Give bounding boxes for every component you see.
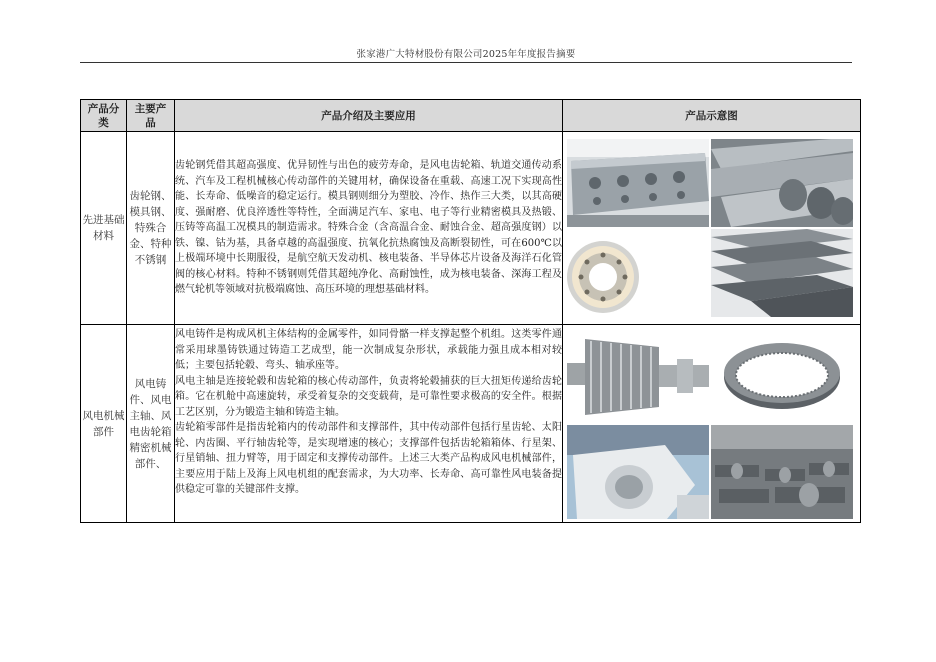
gear-shaft-image	[567, 329, 709, 423]
row-main-products: 齿轮钢、模具钢、特殊合金、特种不锈钢	[127, 132, 175, 325]
description-paragraph: 风电铸件是构成风机主体结构的金属零件，如同骨骼一样支撑起整个机组。这类零件通常采用球墨铸铁通过铸造工艺成型，能一次制成复杂形状，承载能力强且成本相对较低；主要包括轮毂、弯头、轴承座等。	[175, 329, 562, 371]
description-paragraph: 齿轮钢凭借其超高强度、优异韧性与出色的疲劳寿命，是风电齿轮箱、轨道交通传动系统、汽车及工程机械核心传动部件的关键用材，确保设备在重载、高速工况下实现高性能、长寿命、低噪音的稳定运行。模具钢则细分为塑胶、冷作、热作三大类，以其高硬度、强耐磨、优良淬透性等特性，全面满足汽车、家电、电子等行业精密模具及热锻、压铸等高温工况模具的制造需求。特殊合金（含高温合金、耐蚀合金、超高强度钢）以铁、镍、钴为基，具备卓越的高温强度、抗氧化抗热腐蚀及高断裂韧性，可在600℃以上极端环境中长期服役，是航空航天发动机、核电装备、半导体芯片设备及海洋石化管阀的核心材料。特种不锈钢则凭借其超纯净化、高耐蚀性，成为核电装备、深海工程及燃气轮机等领域对抗极端腐蚀、高压环境的理想基础材料。	[175, 160, 562, 296]
machined-block-image	[567, 139, 709, 227]
table-row	[81, 132, 861, 325]
header-divider	[80, 62, 852, 63]
column-header-main-products: 主要产品	[127, 100, 175, 132]
wind-casting-image	[567, 425, 709, 519]
row-category: 风电机械部件	[81, 325, 127, 523]
column-header-category: 产品分类	[81, 100, 127, 132]
column-header-description: 产品介绍及主要应用	[175, 100, 563, 132]
column-header-images: 产品示意图	[563, 100, 861, 132]
row-description	[175, 132, 563, 325]
description-paragraph: 风电主轴是连接轮毂和齿轮箱的核心传动部件，负责将轮毂捕获的巨大扭矩传递给齿轮箱。它在机舱中高速旋转，承受着复杂的交变载荷，是可靠性要求极高的安全件。根据工艺区别，分为锻造主轴和铸造主轴。	[175, 375, 562, 418]
product-table	[80, 99, 861, 523]
row-images	[563, 325, 861, 523]
steel-plate-image	[711, 229, 853, 317]
table-row	[81, 325, 861, 523]
steel-bar-image	[711, 139, 853, 227]
page-header-title: 张家港广大特材股份有限公司2025年年度报告摘要	[356, 49, 576, 60]
row-description	[175, 325, 563, 523]
description-paragraph: 齿轮箱零部件是指齿轮箱内的传动部件和支撑部件，其中传动部件包括行星齿轮、太阳轮、内齿圈、平行轴齿轮等，是实现增速的核心；支撑部件包括齿轮箱箱体、行星架、行星销轴、扭力臂等，用于固定和支撑传动部件。上述三大类产品构成风电机械部件，主要应用于陆上及海上风电机组的配套需求，为大功率、长寿命、高可靠性风电装备提供稳定可靠的关键部件支撑。	[175, 422, 562, 495]
row-images	[563, 132, 861, 325]
row-main-products: 风电铸件、风电主轴、风电齿轮箱精密机械部件、	[127, 325, 175, 523]
row-category: 先进基础材料	[81, 132, 127, 325]
factory-parts-image	[711, 425, 853, 519]
table-header-row	[81, 100, 861, 132]
ring-gear-image	[711, 329, 853, 423]
gear-disc-image	[567, 229, 709, 317]
